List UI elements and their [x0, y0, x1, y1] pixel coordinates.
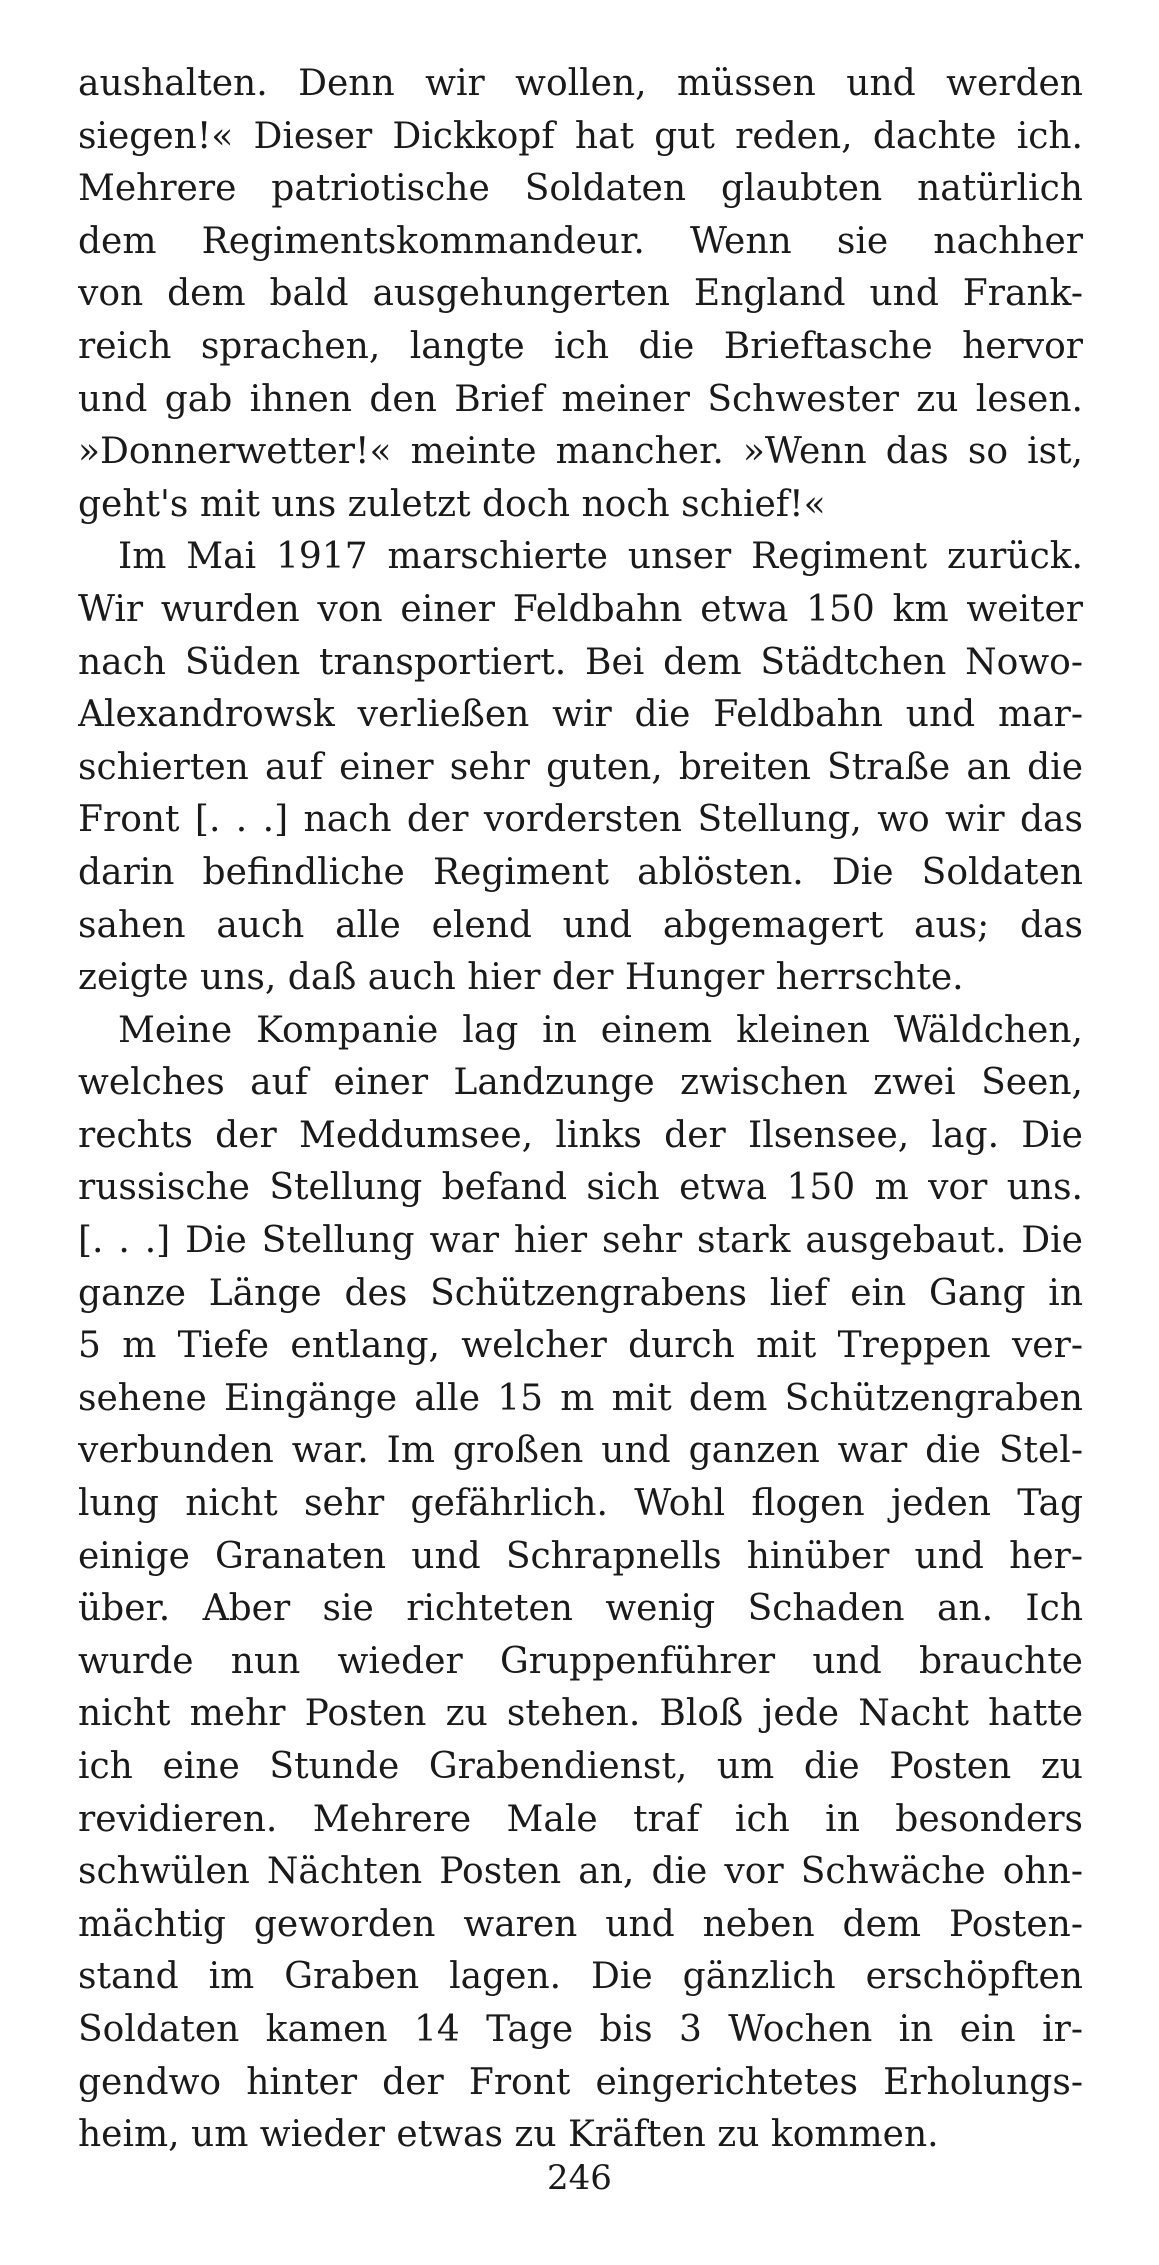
text-line: geht's mit uns zuletzt doch noch schief!« — [78, 483, 826, 525]
text-line: verbunden war. Im großen und ganzen war die Stel- — [78, 1430, 1083, 1472]
text-line: Im Mai 1917 marschierte unser Regiment zurück. — [118, 536, 1083, 578]
text-line: Soldaten kamen 14 Tage bis 3 Wochen in ein ir- — [78, 2008, 1083, 2050]
text-line: von dem bald ausgehungerten England und Frank- — [78, 273, 1083, 315]
text-line: über. Aber sie richteten wenig Schaden an. Ich — [78, 1588, 1083, 1630]
text-line: »Donnerwetter!« meinte mancher. »Wenn das so ist, — [78, 431, 1083, 473]
text-line: darin befindliche Regiment ablösten. Die Soldaten — [78, 851, 1083, 893]
text-line: rechts der Meddumsee, links der Ilsensee, lag. Die — [78, 1114, 1083, 1156]
text-line: und gab ihnen den Brief meiner Schwester zu lesen. — [78, 378, 1083, 420]
text-line: heim, um wieder etwas zu Kräften zu kommen. — [78, 2114, 939, 2156]
text-line: nicht mehr Posten zu stehen. Bloß jede Nacht hatte — [78, 1693, 1083, 1735]
text-line: einige Granaten und Schrapnells hinüber und her- — [78, 1535, 1083, 1577]
text-line: nach Süden transportiert. Bei dem Städtchen Nowo- — [78, 641, 1083, 683]
body-text — [78, 58, 1083, 2162]
text-line: dem Regimentskommandeur. Wenn sie nachher — [78, 220, 1083, 262]
text-line: stand im Graben lagen. Die gänzlich erschöpften — [78, 1956, 1083, 1998]
text-line: russische Stellung befand sich etwa 150 m vor uns. — [78, 1167, 1083, 1209]
text-line: Meine Kompanie lag in einem kleinen Wäldchen, — [118, 1009, 1083, 1051]
text-line: sehene Eingänge alle 15 m mit dem Schützengraben — [78, 1377, 1083, 1419]
text-line: revidieren. Mehrere Male traf ich in besonders — [78, 1798, 1083, 1840]
text-line: mächtig geworden waren und neben dem Posten- — [78, 1903, 1083, 1945]
text-line: wurde nun wieder Gruppenführer und brauchte — [78, 1640, 1083, 1682]
text-line: sahen auch alle elend und abgemagert aus; das — [78, 904, 1083, 946]
text-line: ich eine Stunde Grabendienst, um die Posten zu — [78, 1746, 1083, 1787]
text-line: schwülen Nächten Posten an, die vor Schwäche ohn- — [78, 1851, 1083, 1893]
text-line: siegen!« Dieser Dickkopf hat gut reden, dachte ich. — [78, 115, 1083, 157]
text-line: zeigte uns, daß auch hier der Hunger herrschte. — [78, 957, 964, 999]
page-number: 246 — [547, 2158, 612, 2198]
text-line: ganze Länge des Schützengrabens lief ein Gang in — [78, 1272, 1083, 1314]
text-line: lung nicht sehr gefährlich. Wohl flogen jeden Tag — [78, 1483, 1083, 1525]
text-line: Alexandrowsk verließen wir die Feldbahn und mar- — [78, 694, 1083, 736]
text-line: gendwo hinter der Front eingerichtetes Erholungs- — [78, 2061, 1083, 2103]
text-line: Wir wurden von einer Feldbahn etwa 150 km weiter — [78, 588, 1083, 630]
text-line: [. . .] Die Stellung war hier sehr stark ausgebaut. Die — [78, 1220, 1083, 1262]
text-line: welches auf einer Landzunge zwischen zwei Seen, — [78, 1062, 1083, 1104]
text-line: reich sprachen, langte ich die Brieftasche hervor — [78, 325, 1083, 367]
text-line: aushalten. Denn wir wollen, müssen und werden — [78, 63, 1083, 104]
text-line: 5 m Tiefe entlang, welcher durch mit Treppen ver- — [78, 1325, 1083, 1367]
text-line: Mehrere patriotische Soldaten glaubten natürlich — [78, 168, 1083, 210]
text-line: Front [. . .] nach der vordersten Stellung, wo wir das — [78, 799, 1083, 841]
text-line: schierten auf einer sehr guten, breiten Straße an die — [78, 746, 1083, 788]
